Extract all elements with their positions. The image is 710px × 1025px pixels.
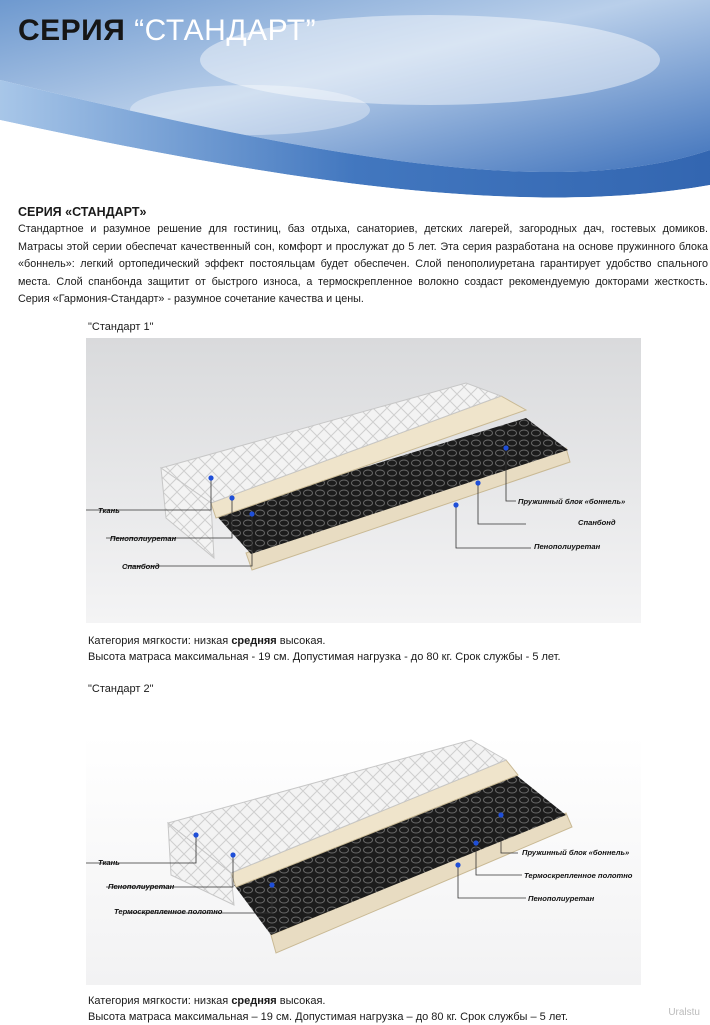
softness-selected: средняя [231, 995, 277, 1007]
label-left-3: Спанбонд [122, 562, 160, 571]
label-left-1: Ткань [98, 506, 120, 515]
model-2-specs [88, 993, 568, 1025]
intro-paragraph [18, 221, 708, 309]
mattress-1-illustration [86, 338, 641, 623]
intro-line: Матрасы этой серии обеспечат качественный сон, комфорт и прослужат до 5 лет. Эта серия разработана на основе пружинного блока [18, 240, 708, 253]
banner-title-series: СЕРИЯ [18, 14, 126, 47]
watermark: Uralstu [668, 1007, 700, 1018]
label-right-3: Пенополиуретан [534, 542, 601, 551]
label-left-2: Пенополиуретан [108, 882, 175, 891]
intro-line: места. Слой спанбонда защитит от быстрого износа, а термоскрепленное волокно создаст рекомендуемую докторами жесткость. [18, 275, 708, 288]
section-heading: СЕРИЯ «СТАНДАРТ» [18, 205, 147, 219]
label-right-1: Пружинный блок «боннель» [518, 497, 626, 506]
label-right-2: Термоскрепленное полотно [524, 871, 633, 880]
label-right-2: Спанбонд [578, 518, 616, 527]
banner-title [18, 14, 316, 48]
label-left-2: Пенополиуретан [110, 534, 177, 543]
specs-line: Высота матраса максимальная - 19 см. Допустимая нагрузка - до 80 кг. Срок службы - 5 лет. [88, 651, 561, 663]
header-banner [0, 0, 710, 200]
model-1-specs [88, 633, 561, 665]
softness-suffix: высокая. [279, 635, 326, 647]
softness-prefix: Категория мягкости: низкая [88, 635, 229, 647]
model-1-title: "Стандарт 1" [88, 321, 154, 333]
intro-line: «боннель»: легкий ортопедический эффект постояльцам будет обеспечен. Слой пенополиуретана гарантирует удобство спального [18, 258, 708, 271]
softness-prefix: Категория мягкости: низкая [88, 995, 229, 1007]
softness-line [88, 633, 561, 649]
label-left-1: Ткань [98, 858, 120, 867]
label-right-1: Пружинный блок «боннель» [522, 848, 630, 857]
softness-line [88, 993, 568, 1009]
intro-line: Стандартное и разумное решение для гостиниц, баз отдыха, санаториев, детских лагерей, загородных дач, гостевых домиков. [18, 223, 708, 235]
specs-line: Высота матраса максимальная – 19 см. Допустимая нагрузка – до 80 кг. Срок службы – 5 лет. [88, 1011, 568, 1023]
softness-selected: средняя [231, 635, 277, 647]
softness-suffix: высокая. [279, 995, 326, 1007]
model-2-title: "Стандарт 2" [88, 683, 154, 695]
mattress-2-illustration [86, 735, 641, 985]
banner-title-standard: “СТАНДАРТ” [134, 14, 317, 47]
label-right-3: Пенополиуретан [528, 894, 595, 903]
intro-line: Серия «Гармония-Стандарт» - разумное сочетание качества и цены. [18, 293, 364, 306]
label-left-3: Термоскрепленное полотно [114, 907, 223, 916]
